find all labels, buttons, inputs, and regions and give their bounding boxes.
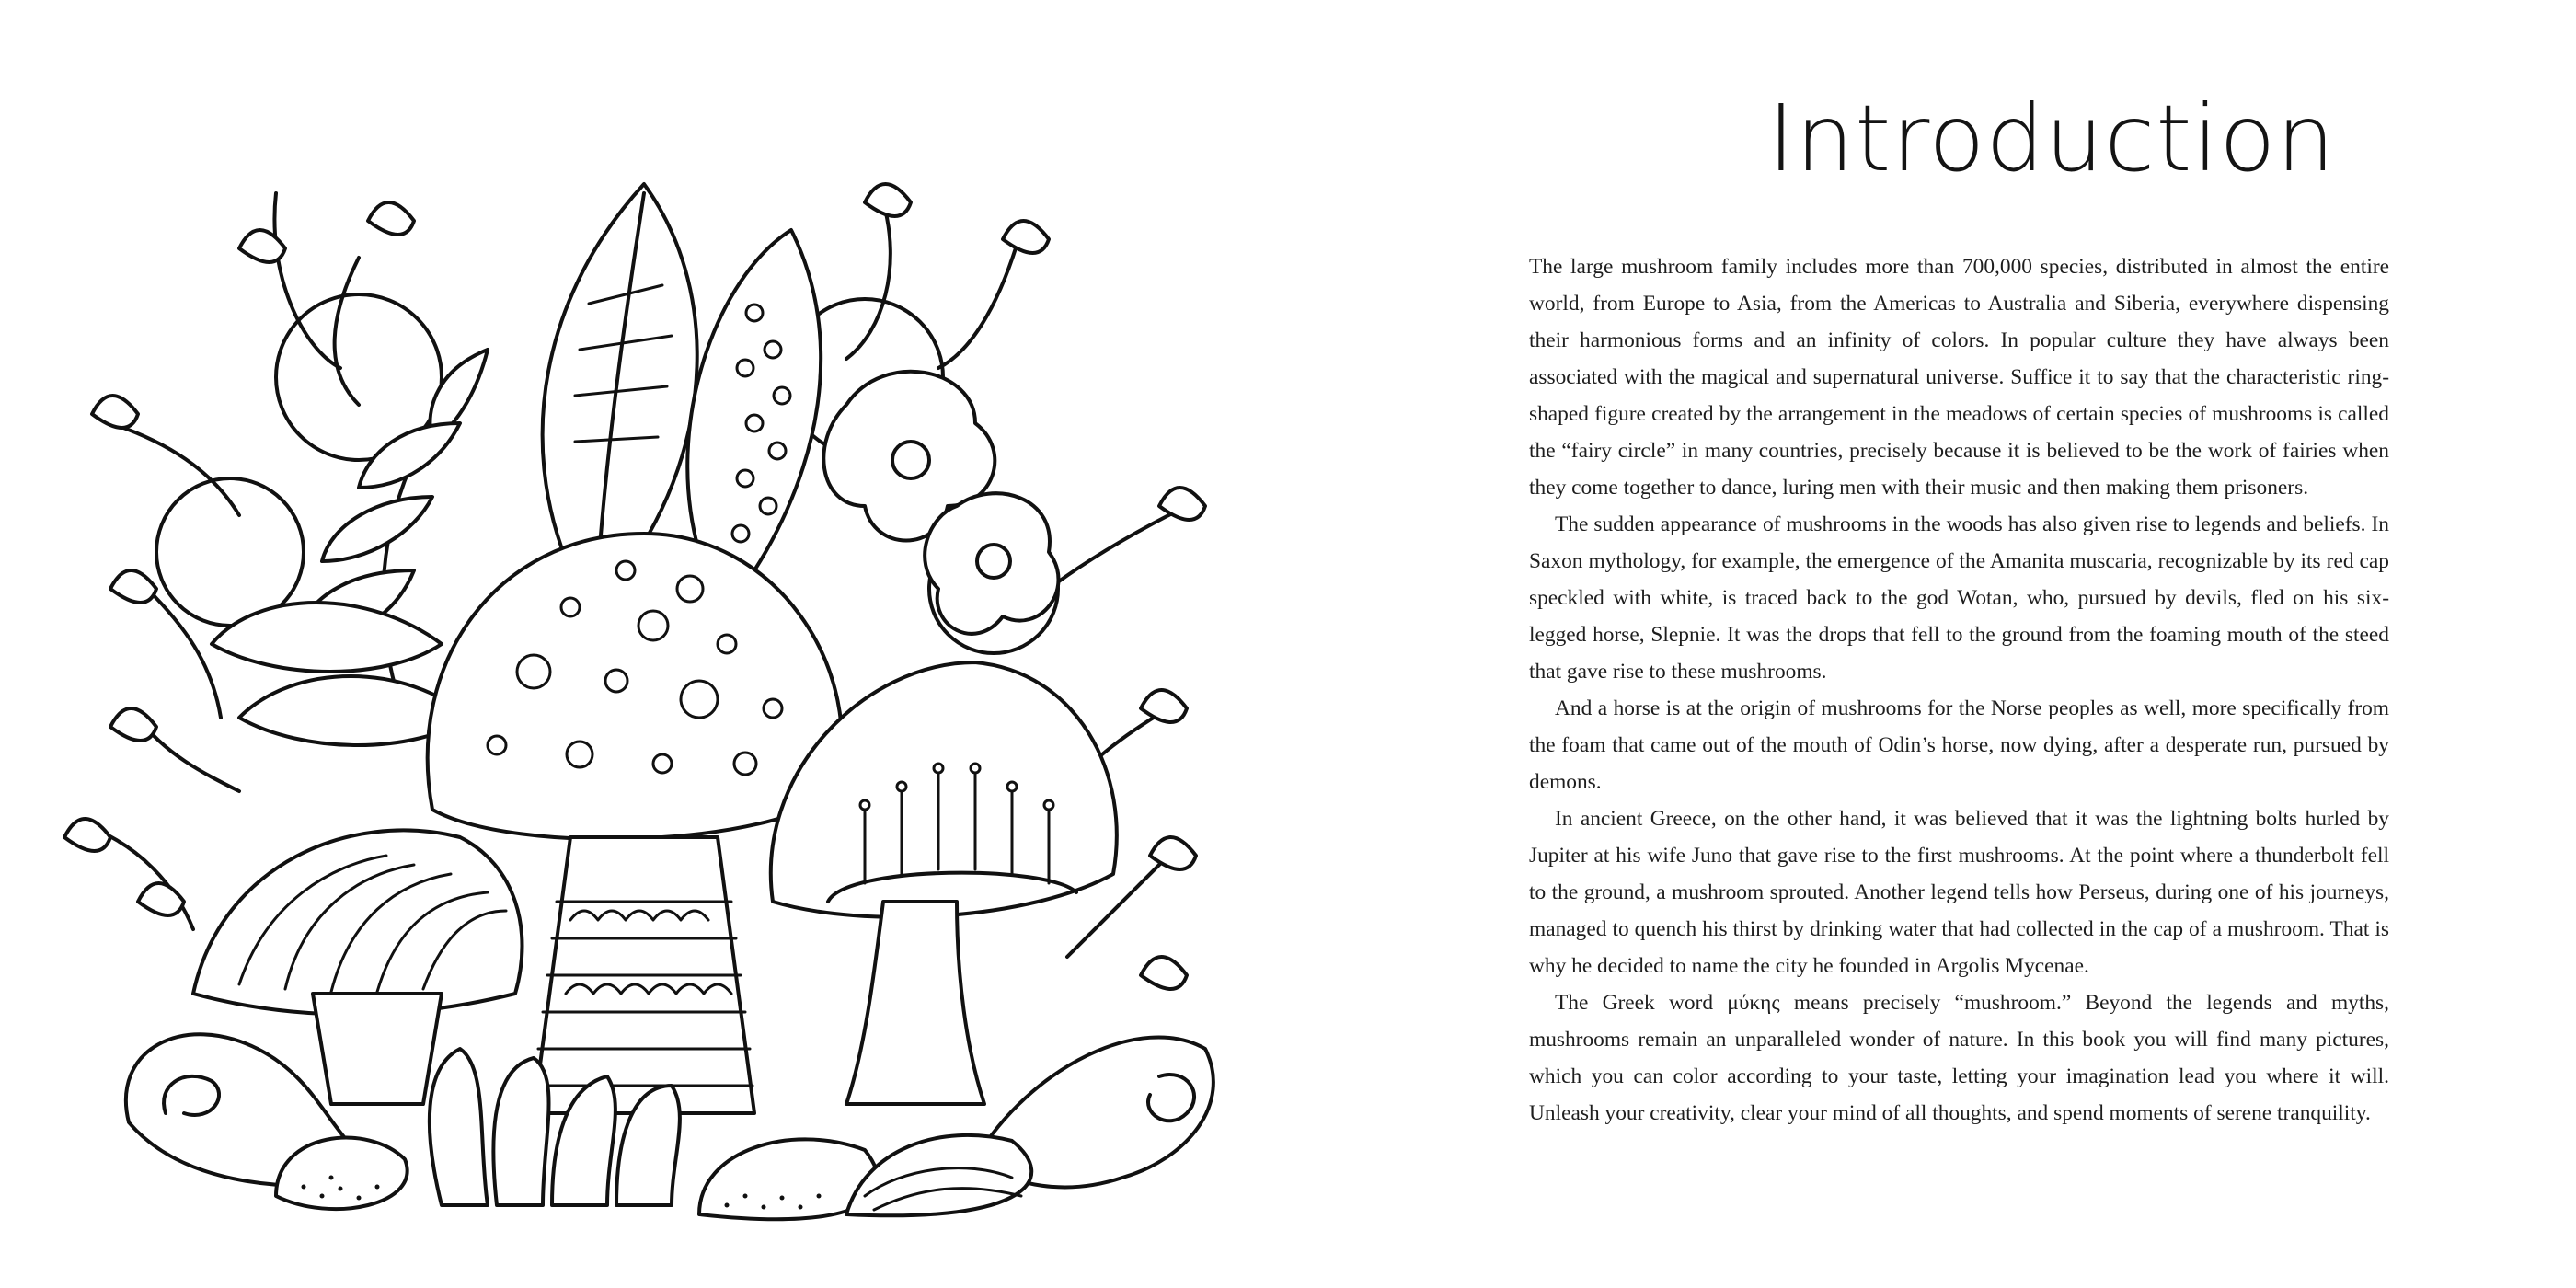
page-title: Introduction — [1767, 85, 2336, 192]
paragraph-2: The sudden appearance of mushrooms in the woods has also given rise to legends and beliefs. In Saxon mythology, for example, the emergence of the Amanita muscaria, recognizable by its red cap speckled with white, is traced back to the god Wotan, who, pursued by devils, fled on his six-legged horse, Slepnie. It was the drops that fell to the ground from the foaming mouth of the steed that gave rise to these mushrooms. — [1529, 512, 2389, 684]
paragraph-1: The large mushroom family includes more than 700,000 species, distributed in almost the entire world, from Europe to Asia, from the Americas to Australia and Siberia, everywhere dispensing their harmonious forms and an infinity of colors. In popular culture they have always been associated with the magical and supernatural universe. Suffice it to say that the characteristic ring-shaped figure created by the arrangement in the meadows of certain species of mushrooms is called the “fairy circle” in many countries, precisely because it is believed to be the work of fairies when they come together to dance, luring men with their music and then making them prisoners. — [1529, 255, 2389, 500]
mushroom-illustration — [55, 74, 1251, 1251]
paragraph-5: The Greek word μύκης means precisely “mushroom.” Beyond the legends and myths, mushrooms remain an unparalleled wonder of nature. In this book you will find many pictures, which you can color according to your taste, letting your imagination lead you where it will. Unleash your creativity, clear your mind of all thoughts, and spend moments of serene tranquility. — [1529, 991, 2389, 1125]
paragraph-3: And a horse is at the origin of mushrooms for the Norse peoples as well, more specifically from the foam that came out of the mouth of Odin’s horse, now dying, after a desperate run, pursued by demons. — [1529, 696, 2389, 794]
right-page — [1288, 0, 2576, 1288]
paragraph-4: In ancient Greece, on the other hand, it was believed that it was the lightning bolts hurled by Jupiter at his wife Juno that gave rise to the first mushrooms. At the point where a thunderbolt fell to the ground, a mushroom sprouted. Another legend tells how Perseus, during one of his journeys, managed to quench his thirst by drinking water that had collected in the cap of a mushroom. That is why he decided to name the city he founded in Argolis Mycenae. — [1529, 807, 2389, 978]
introduction-body — [1529, 248, 2389, 1132]
